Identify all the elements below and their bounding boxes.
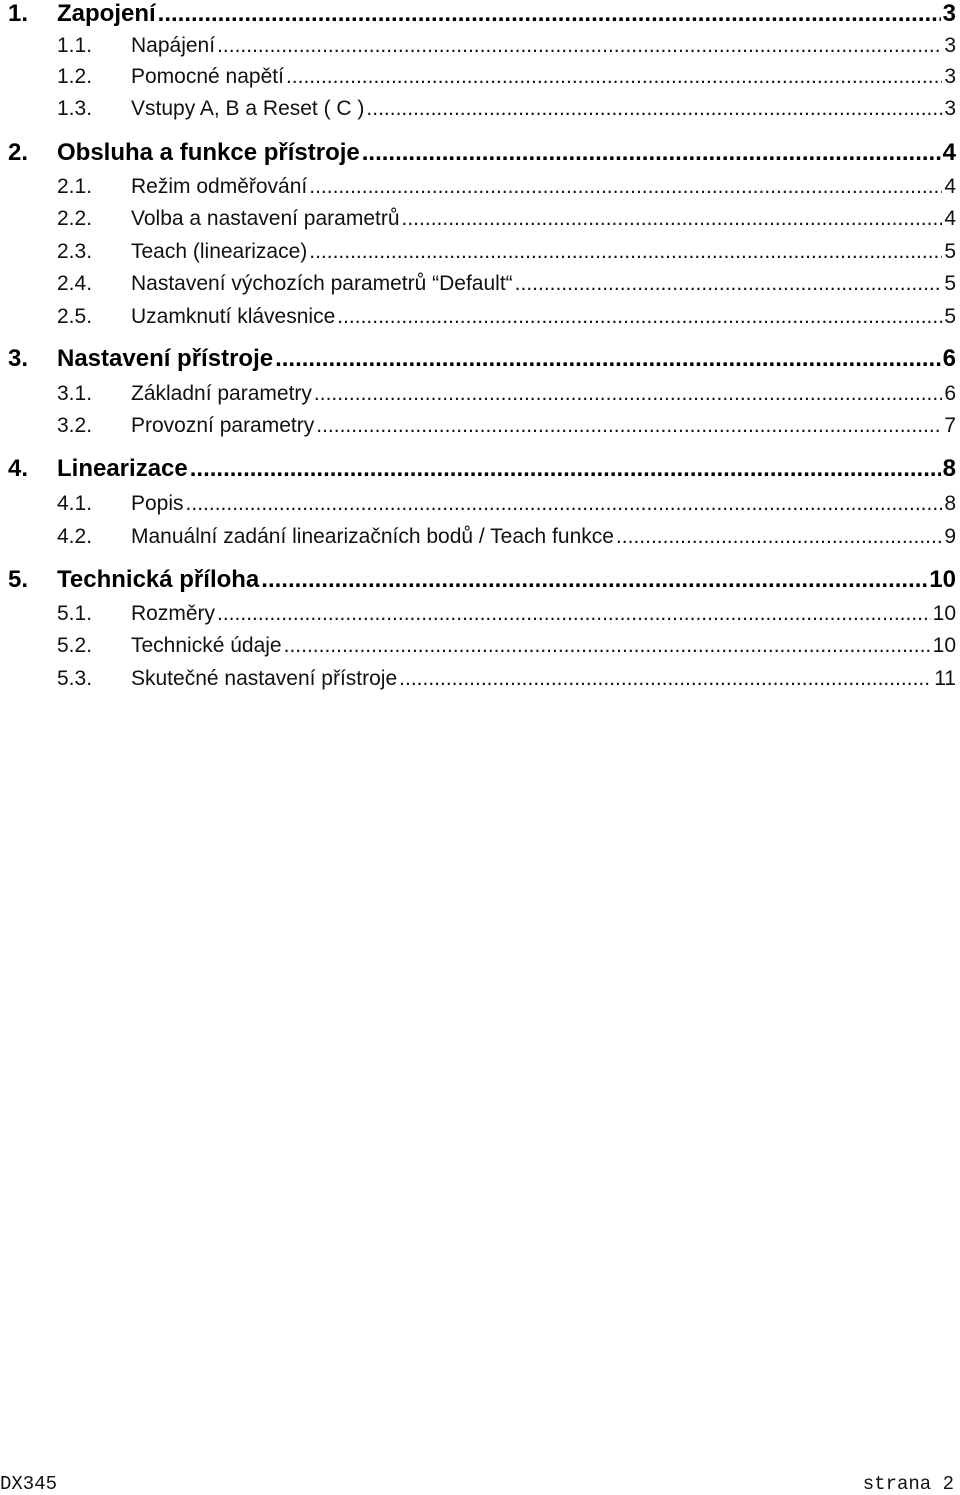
toc-leader-dots — [217, 602, 931, 626]
toc-leader-dots — [362, 139, 941, 167]
toc-entry-page: 3 — [944, 65, 956, 88]
toc-entry-page: 5 — [944, 272, 956, 295]
toc-entry-page: 7 — [944, 414, 956, 437]
toc-entry-number: 5. — [8, 566, 29, 593]
toc-entry[interactable] — [8, 65, 956, 89]
toc-leader-dots — [616, 525, 942, 549]
toc-entry-number: 4.2. — [57, 525, 93, 548]
toc-entry-number: 3.2. — [57, 414, 93, 437]
toc-entry-title: Pomocné napětí — [131, 65, 284, 88]
toc-entry-title: Rozměry — [131, 602, 216, 625]
toc-entry-title: Uzamknutí klávesnice — [131, 305, 336, 328]
toc-entry[interactable] — [8, 207, 956, 231]
toc-entry-number: 5.2. — [57, 634, 93, 657]
toc-entry-title: Zapojení — [57, 0, 156, 27]
toc-entry-title: Linearizace — [57, 455, 188, 482]
toc-leader-dots — [314, 382, 942, 406]
toc-entry[interactable] — [8, 492, 956, 516]
toc-entry[interactable] — [8, 345, 956, 373]
toc-entry[interactable] — [8, 602, 956, 626]
toc-entry-page: 11 — [934, 667, 956, 690]
toc-entry-title: Vstupy A, B a Reset ( C ) — [131, 97, 365, 120]
toc-entry-number: 2. — [8, 139, 29, 166]
toc-entry[interactable] — [8, 175, 956, 199]
toc-entry-title: Provozní parametry — [131, 414, 315, 437]
toc-entry-number: 4. — [8, 455, 29, 482]
toc-entry-title: Režim odměřování — [131, 175, 308, 198]
toc-entry-page: 4 — [942, 139, 956, 166]
toc-entry[interactable] — [8, 34, 956, 58]
toc-entry-title: Technické údaje — [131, 634, 282, 657]
toc-entry[interactable] — [8, 566, 956, 594]
toc-entry-title: Obsluha a funkce přístroje — [57, 139, 360, 166]
footer-page-number: strana 2 — [862, 1473, 954, 1495]
toc-entry-number: 4.1. — [57, 492, 93, 515]
toc-entry-title: Skutečné nastavení přístroje — [131, 667, 398, 690]
toc-entry-page: 9 — [944, 525, 956, 548]
toc-entry-number: 2.1. — [57, 175, 93, 198]
toc-leader-dots — [309, 240, 942, 264]
toc-entry-page: 3 — [944, 34, 956, 57]
toc-entry-number: 2.4. — [57, 272, 93, 295]
toc-entry-number: 1.3. — [57, 97, 93, 120]
toc-entry-page: 10 — [932, 634, 956, 657]
toc-entry[interactable] — [8, 634, 956, 658]
toc-leader-dots — [186, 492, 943, 516]
toc-entry-title: Základní parametry — [131, 382, 312, 405]
toc-entry[interactable] — [8, 139, 956, 167]
toc-entry-number: 3. — [8, 345, 29, 372]
toc-entry-page: 10 — [932, 602, 956, 625]
toc-entry-page: 5 — [944, 240, 956, 263]
toc-entry[interactable] — [8, 272, 956, 296]
toc-leader-dots — [190, 455, 941, 483]
toc-entry-number: 2.2. — [57, 207, 93, 230]
toc-leader-dots — [217, 34, 942, 58]
toc-entry[interactable] — [8, 305, 956, 329]
toc-leader-dots — [261, 566, 927, 594]
toc-entry-number: 1. — [8, 0, 29, 27]
toc-entry[interactable] — [8, 0, 956, 28]
footer-document-id: DX345 — [0, 1473, 58, 1495]
toc-entry[interactable] — [8, 667, 956, 691]
toc-leader-dots — [366, 97, 942, 121]
toc-entry-number: 1.1. — [57, 34, 93, 57]
toc-entry[interactable] — [8, 240, 956, 264]
toc-entry-title: Volba a nastavení parametrů — [131, 207, 400, 230]
toc-entry[interactable] — [8, 455, 956, 483]
toc-entry-page: 8 — [942, 455, 956, 482]
toc-entry-title: Nastavení výchozích parametrů “Default“ — [131, 272, 513, 295]
toc-entry-title: Teach (linearizace) — [131, 240, 308, 263]
toc-entry-number: 5.3. — [57, 667, 93, 690]
toc-leader-dots — [337, 305, 942, 329]
toc-entry-page: 4 — [944, 207, 956, 230]
toc-entry-page: 4 — [944, 175, 956, 198]
toc-entry[interactable] — [8, 97, 956, 121]
toc-entry[interactable] — [8, 414, 956, 438]
toc-entry-page: 6 — [942, 345, 956, 372]
toc-entry-title: Technická příloha — [57, 566, 260, 593]
toc-leader-dots — [309, 175, 942, 199]
toc-entry[interactable] — [8, 525, 956, 549]
toc-entry-title: Napájení — [131, 34, 216, 57]
toc-entry-number: 2.5. — [57, 305, 93, 328]
toc-leader-dots — [158, 0, 941, 28]
toc-entry-page: 10 — [929, 566, 956, 593]
toc-entry-number: 2.3. — [57, 240, 93, 263]
toc-leader-dots — [275, 345, 941, 373]
toc-entry-page: 3 — [944, 97, 956, 120]
toc-entry-number: 3.1. — [57, 382, 93, 405]
toc-entry-title: Popis — [131, 492, 184, 515]
toc-entry-number: 5.1. — [57, 602, 93, 625]
toc-leader-dots — [284, 634, 931, 658]
toc-entry-page: 8 — [944, 492, 956, 515]
toc-leader-dots — [515, 272, 943, 296]
toc-entry-page: 3 — [942, 0, 956, 27]
toc-entry-title: Manuální zadání linearizačních bodů / Teach funkce — [131, 525, 614, 548]
toc-leader-dots — [402, 207, 943, 231]
toc-entry-number: 1.2. — [57, 65, 93, 88]
toc-leader-dots — [286, 65, 942, 89]
toc-entry-title: Nastavení přístroje — [57, 345, 274, 372]
toc-entry-page: 5 — [944, 305, 956, 328]
toc-entry[interactable] — [8, 382, 956, 406]
toc-leader-dots — [316, 414, 942, 438]
toc-entry-page: 6 — [944, 382, 956, 405]
toc-leader-dots — [399, 667, 932, 691]
